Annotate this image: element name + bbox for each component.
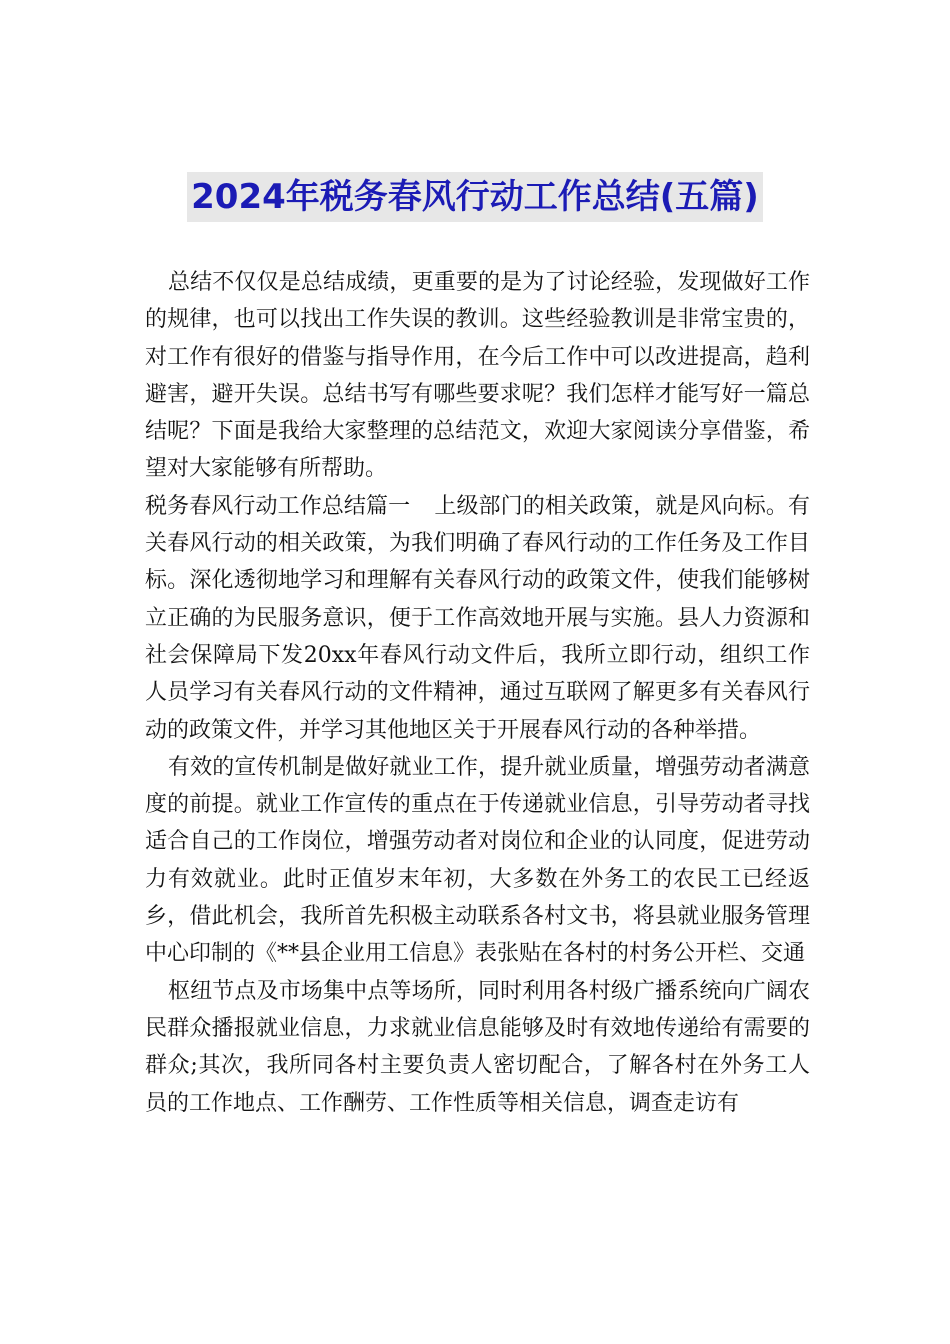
document-body <box>145 264 810 1122</box>
paragraph-3: 枢纽节点及市场集中点等场所，同时利用各村级广播系统向广阔农民群众播报就业信息，力求就业信息能够及时有效地传递给有需要的群众;其次，我所同各村主要负责人密切配合，了解各村在外务工人员的工作地点、工作酬劳、工作性质等相关信息，调查走访有 <box>145 978 810 1116</box>
section-title: 税务春风行动工作总结篇一 <box>145 493 411 519</box>
paragraph-2: 有效的宣传机制是做好就业工作，提升就业质量，增强劳动者满意度的前提。就业工作宣传的重点在于传递就业信息，引导劳动者寻找适合自己的工作岗位，增强劳动者对岗位和企业的认同度，促进劳动力有效就业。此时正值岁末年初，大多数在外务工的农民工已经返乡，借此机会，我所首先积极主动联系各村文书，将县就业服务管理中心印制的《**县企业用工信息》表张贴在各村的村务公开栏、交通 <box>145 754 810 967</box>
title-container <box>0 172 950 222</box>
section-paragraph-1 <box>145 488 810 749</box>
section-lead-text: 上级部门的相关政策，就是风向标。有关春风行动的相关政策，为我们明确了春风行动的工作任务及工作目标。深化透彻地学习和理解有关春风行动的政策文件，使我们能够树立正确的为民服务意识，便于工作高效地开展与实施。县人力资源和社会保障局下发20xx年春风行动文件后，我所立即行动，组织工作人员学习有关春风行动的文件精神，通过互联网了解更多有关春风行动的政策文件，并学习其他地区关于开展春风行动的各种举措。 <box>145 493 810 743</box>
document-title: 2024年税务春风行动工作总结(五篇) <box>187 172 763 222</box>
intro-paragraph: 总结不仅仅是总结成绩，更重要的是为了讨论经验，发现做好工作的规律，也可以找出工作失误的教训。这些经验教训是非常宝贵的，对工作有很好的借鉴与指导作用，在今后工作中可以改进提高，趋利避害，避开失误。总结书写有哪些要求呢？我们怎样才能写好一篇总结呢？下面是我给大家整理的总结范文，欢迎大家阅读分享借鉴，希望对大家能够有所帮助。 <box>145 270 810 482</box>
